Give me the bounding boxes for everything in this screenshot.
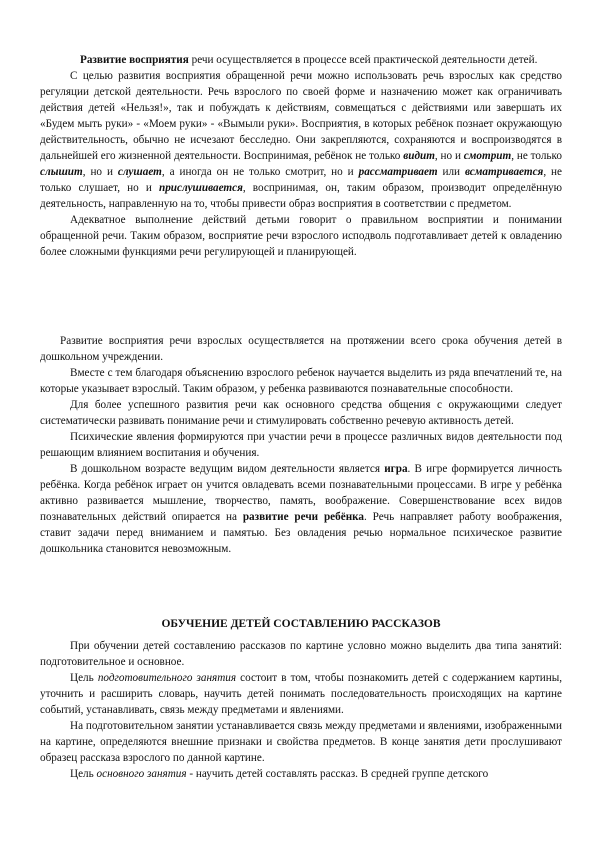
text-run: , но и bbox=[434, 150, 464, 162]
text-run: Адекватное выполнение действий детьми говорит о правильном восприятии и понимании обращенной речи. Таким образом, восприятие речи взрослого исподволь подготавливает детей к овладению более сложными функциями речи регулирующей и планирующей. bbox=[40, 214, 562, 258]
text-run: . В игре формируется личность ребёнка. Когда ребёнок играет он учится овладевать всеми познавательными процессами. В игре у ребёнка активно развивается мышление, творчество, память, воображение. Совершенствование всех видов познавательных действий опирается на bbox=[40, 463, 562, 523]
text-run: Развитие восприятия речи взрослых осуществляется на протяжении всего срока обучения детей в дошкольном учреждении. bbox=[40, 335, 562, 363]
paragraph bbox=[40, 766, 562, 782]
text-run: или bbox=[437, 166, 465, 178]
emphasized-text: рассматривает bbox=[358, 166, 438, 178]
paragraph bbox=[40, 52, 562, 68]
section-title: ОБУЧЕНИЕ ДЕТЕЙ СОСТАВЛЕНИЮ РАССКАЗОВ bbox=[161, 618, 441, 630]
paragraph bbox=[40, 333, 562, 365]
paragraph bbox=[40, 429, 562, 461]
text-block-top bbox=[40, 52, 562, 260]
paragraph bbox=[40, 638, 562, 670]
paragraph bbox=[40, 365, 562, 397]
text-run: Цель bbox=[70, 672, 98, 684]
text-run: На подготовительном занятии устанавливается связь между предметами и явлениями, изображенными на картине, определяются внешние признаки и свойства предметов. В конце занятия дети прослушивают образец рассказа взрослого по данной картине. bbox=[40, 720, 562, 764]
text-block-bottom bbox=[40, 638, 562, 782]
text-run: - научить детей составлять рассказ. В средней группе детского bbox=[186, 768, 489, 780]
emphasized-text: развитие речи ребёнка bbox=[242, 511, 365, 523]
emphasized-text: слышит bbox=[40, 166, 83, 178]
text-run: , а иногда он не только смотрит, но и bbox=[161, 166, 359, 178]
emphasized-text: основного занятия bbox=[96, 768, 187, 780]
text-run: , воспринимая, он, таким образом, производит определённую деятельность, направленную на то, чтобы привести образ восприятия в соответствии с предметом. bbox=[40, 182, 563, 210]
text-run: состоит в том, чтобы познакомить детей с содержанием картины, уточнить и расширить словарь, научить детей понимать последовательность происходящих на картине событий, устанавливать, связь между предметами и явлениями. bbox=[40, 672, 563, 716]
text-run: При обучении детей составлению рассказов по картине условно можно выделить два типа занятий: подготовительное и основное. bbox=[40, 640, 562, 668]
paragraph bbox=[40, 212, 562, 260]
text-run: , не только слушает, но и bbox=[40, 166, 562, 194]
emphasized-text: Развитие восприятия bbox=[80, 54, 189, 66]
paragraph bbox=[40, 68, 562, 212]
paragraph bbox=[40, 670, 562, 718]
text-run: Цель bbox=[70, 768, 97, 780]
text-run: Психические явления формируются при участии речи в процессе различных видов деятельности под решающим влиянием воспитания и обучения. bbox=[40, 431, 562, 459]
text-run: , не только bbox=[511, 150, 562, 162]
paragraph bbox=[40, 397, 562, 429]
text-run: . Речь направляет работу воображения, ставит задачи перед вниманием и памятью. Без овладения речью нормальное психическое развитие дошкольника становится невозможным. bbox=[40, 511, 563, 555]
paragraph bbox=[40, 461, 562, 557]
text-run: речи осуществляется в процессе всей практической деятельности детей. bbox=[188, 54, 538, 66]
text-run: В дошкольном возрасте ведущим видом деятельности является bbox=[70, 463, 385, 475]
text-run: , но и bbox=[82, 166, 118, 178]
emphasized-text: слушает bbox=[117, 166, 162, 178]
text-run: Вместе с тем благодаря объяснению взрослого ребенок научается выделить из ряда впечатлений те, на которые указывает взрослый. Таким образом, у ребенка развиваются познавательные способности. bbox=[40, 367, 562, 395]
emphasized-text: смотрит bbox=[463, 150, 512, 162]
emphasized-text: всматривается bbox=[464, 166, 544, 178]
emphasized-text: прислушивается bbox=[158, 182, 243, 194]
text-run: Для более успешного развития речи как основного средства общения с окружающими следует систематически развивать понимание речи и стимулировать собственно речевую активность детей. bbox=[40, 399, 562, 427]
text-block-middle bbox=[40, 333, 562, 557]
emphasized-text: игра bbox=[384, 463, 408, 475]
emphasized-text: видит bbox=[403, 150, 435, 162]
text-run: С целью развития восприятия обращенной речи можно использовать речь взрослых как средство регуляции детской деятельности. Речь взрослого по своей форме и назначению может как ограничивать действия детей «Нельзя!», так и побуждать к действиям, совмещаться с действиями или завершать их «Будем мыть руки» - «Моем руки» - «Вымыли руки». Восприятия, в которых ребёнок познает окружающую действительность, обычно не исчезают бесследно. Они закрепляются, сохраняются и воспроизводятся в дальнейшей его жизненной деятельности. Воспринимая, ребёнок не только bbox=[40, 70, 562, 162]
paragraph bbox=[40, 718, 562, 766]
emphasized-text: подготовительного занятия bbox=[97, 672, 237, 684]
